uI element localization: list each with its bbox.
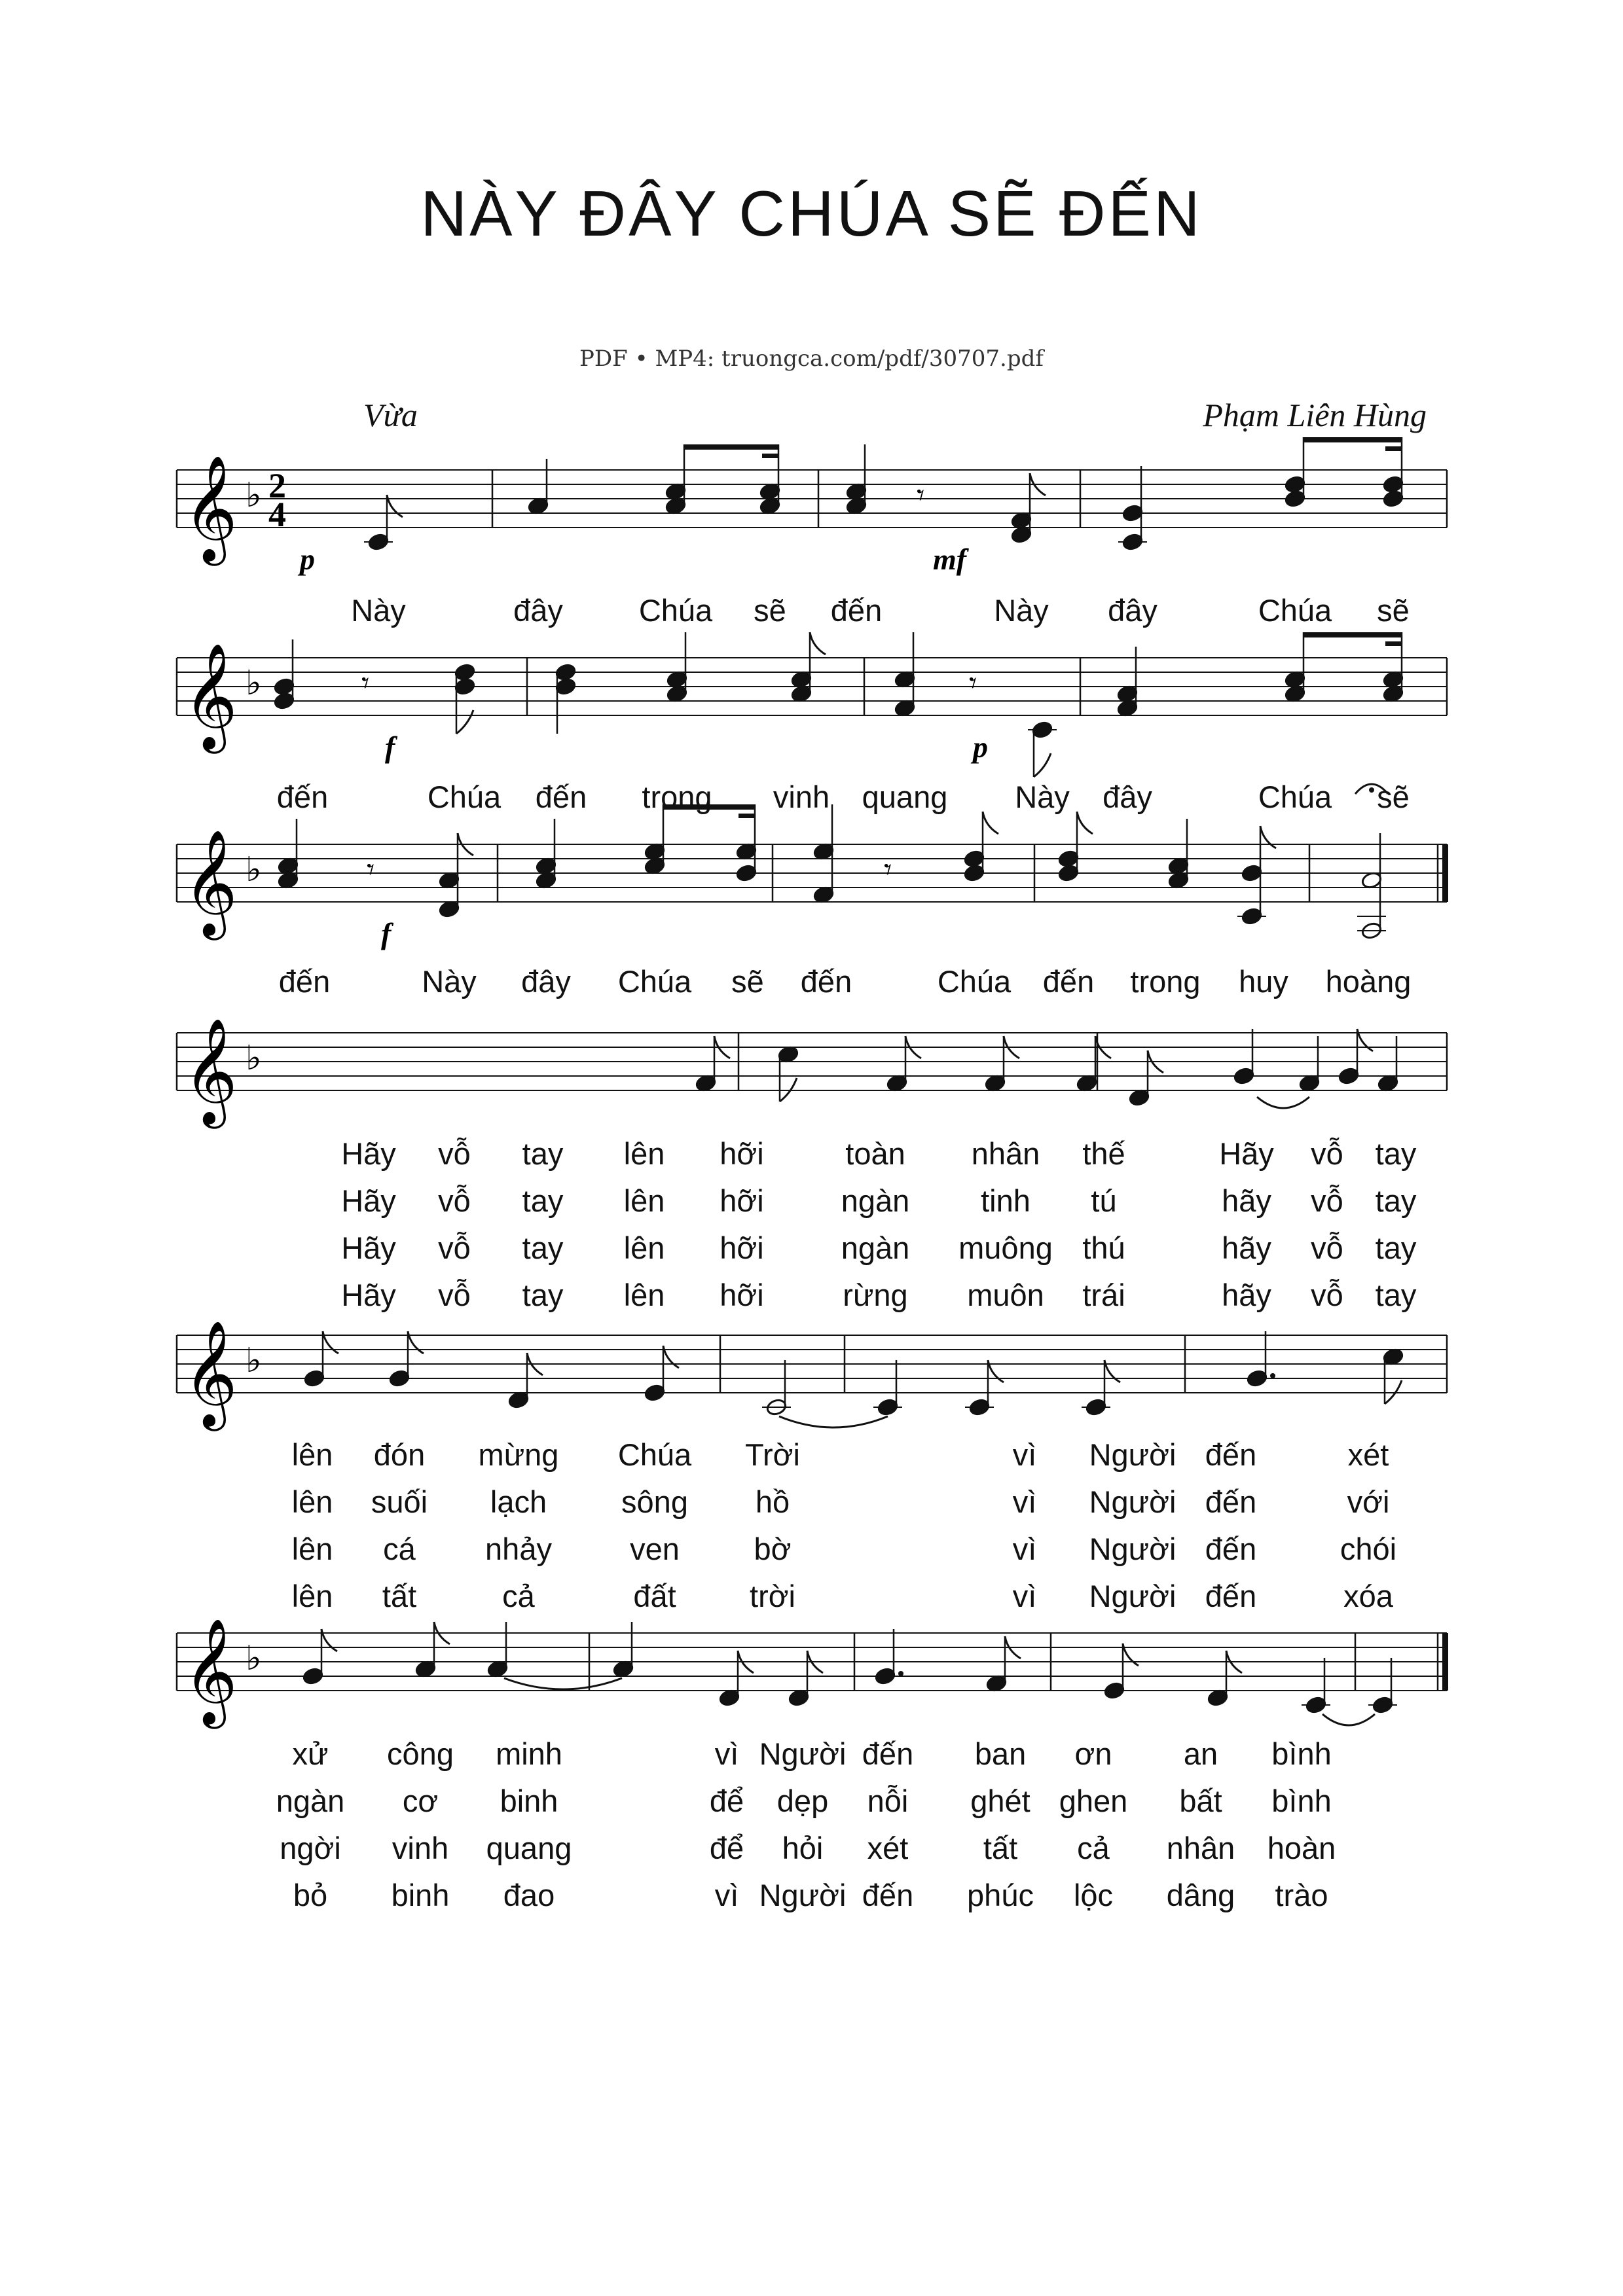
lyric-verse-1: toàn xyxy=(845,1136,905,1171)
lyric-syllable: Chúa xyxy=(427,780,501,814)
beam xyxy=(1304,437,1402,442)
dynamic-f: f xyxy=(381,917,392,950)
lyric-verse-4: vì xyxy=(1012,1579,1037,1613)
final-barline xyxy=(1442,1633,1448,1691)
lyric-verse-1: Người xyxy=(759,1736,847,1771)
lyric-verse-4: đao xyxy=(503,1878,555,1912)
lyric-verse-2: tú xyxy=(1091,1183,1117,1218)
note xyxy=(1246,1331,1275,1388)
note xyxy=(273,639,295,710)
lyric-verse-4: đến xyxy=(1205,1579,1257,1613)
lyric-verse-3: quang xyxy=(486,1831,572,1865)
lyric-verse-1: đến xyxy=(862,1736,914,1771)
note xyxy=(666,632,687,703)
lyric-verse-4: đất xyxy=(633,1579,676,1613)
lyric-syllable: đến xyxy=(535,780,587,814)
tempo-marking: Vừa xyxy=(363,397,418,433)
note xyxy=(1284,632,1305,703)
lyric-verse-4: lên xyxy=(291,1579,333,1613)
lyric-verse-4: vỗ xyxy=(1311,1278,1343,1312)
lyric-verse-2: nỗi xyxy=(867,1784,909,1818)
note xyxy=(303,1331,338,1388)
lyric-verse-2: tay xyxy=(1375,1183,1417,1218)
lyric-verse-1: Chúa xyxy=(617,1437,692,1472)
note xyxy=(414,1622,450,1678)
lyric-syllable: Chúa xyxy=(638,593,713,628)
lyric-verse-1: thế xyxy=(1082,1136,1125,1171)
lyric-verse-1: đón xyxy=(373,1437,426,1472)
lyric-syllable: đây xyxy=(521,964,571,999)
music-staff xyxy=(0,612,1623,782)
note xyxy=(695,1036,730,1092)
lyric-verse-2: vỗ xyxy=(1311,1183,1343,1218)
lyric-verse-2: dẹp xyxy=(776,1784,829,1818)
lyric-verse-4: dâng xyxy=(1166,1878,1235,1912)
lyric-verse-1: Hãy xyxy=(341,1136,396,1171)
note xyxy=(788,1651,823,1707)
note xyxy=(1368,1658,1397,1714)
lyric-syllable: Chúa xyxy=(937,964,1012,999)
music-staff xyxy=(0,1289,1623,1460)
lyric-verse-3: ven xyxy=(630,1532,680,1566)
lyric-verse-2: lên xyxy=(291,1484,333,1519)
lyric-verse-3: muông xyxy=(958,1230,1053,1265)
lyric-syllable: trong xyxy=(642,780,712,814)
note xyxy=(1237,826,1276,925)
lyric-verse-1: ơn xyxy=(1074,1736,1112,1771)
lyric-verse-4: trào xyxy=(1275,1878,1328,1912)
lyric-syllable: Chúa xyxy=(617,964,692,999)
lyric-verse-1: vì xyxy=(714,1736,739,1771)
lyric-verse-1: đến xyxy=(1205,1437,1257,1472)
lyric-verse-3: lên xyxy=(623,1230,665,1265)
lyric-syllable: hoàng xyxy=(1325,964,1412,999)
note xyxy=(1103,1643,1139,1700)
note xyxy=(762,1360,791,1416)
note xyxy=(302,1629,337,1685)
lyric-verse-4: hãy xyxy=(1222,1278,1271,1312)
flat-icon: ♭ xyxy=(246,1341,262,1380)
lyric-verse-1: vỗ xyxy=(1311,1136,1343,1171)
lyric-syllable: đây xyxy=(1108,593,1158,628)
lyric-verse-1: xét xyxy=(1347,1437,1389,1472)
lyric-verse-4: cả xyxy=(502,1579,535,1613)
lyric-verse-3: hỏi xyxy=(782,1831,824,1865)
lyric-verse-1: công xyxy=(387,1736,454,1771)
lyric-verse-2: Hãy xyxy=(341,1183,396,1218)
lyric-verse-3: Hãy xyxy=(341,1230,396,1265)
lyric-syllable: Chúa xyxy=(1258,780,1332,814)
lyric-verse-3: hỡi xyxy=(720,1230,764,1265)
lyric-syllable: Chúa xyxy=(1258,593,1332,628)
lyric-verse-4: xóa xyxy=(1343,1579,1393,1613)
lyric-verse-3: đến xyxy=(1205,1532,1257,1566)
note xyxy=(845,444,867,515)
lyric-verse-2: binh xyxy=(500,1784,558,1818)
lyric-verse-4: Người xyxy=(1089,1579,1176,1613)
lyric-verse-1: mừng xyxy=(478,1437,559,1472)
note xyxy=(454,663,475,734)
lyric-syllable: đây xyxy=(513,593,563,628)
lyric-verse-1: bình xyxy=(1271,1736,1332,1771)
lyric-verse-4: hỡi xyxy=(720,1278,764,1312)
lyric-verse-1: Trời xyxy=(745,1437,800,1472)
note xyxy=(790,632,826,703)
music-staff xyxy=(0,798,1623,969)
note xyxy=(277,819,299,889)
lyric-verse-3: cá xyxy=(383,1532,416,1566)
lyric-verse-2: sông xyxy=(621,1484,688,1519)
note xyxy=(527,459,549,515)
lyric-verse-2: ghen xyxy=(1059,1784,1128,1818)
lyric-verse-4: trời xyxy=(750,1579,795,1613)
lyric-verse-2: tinh xyxy=(981,1183,1030,1218)
note xyxy=(1128,1050,1163,1107)
lyric-verse-4: Hãy xyxy=(341,1278,396,1312)
note xyxy=(894,632,915,717)
lyric-verse-3: tay xyxy=(1375,1230,1417,1265)
lyric-verse-2: với xyxy=(1347,1484,1390,1519)
note xyxy=(1357,833,1386,940)
lyric-syllable: vinh xyxy=(773,780,830,814)
music-staff xyxy=(0,424,1623,594)
lyric-verse-2: Người xyxy=(1089,1484,1176,1519)
lyric-verse-4: phúc xyxy=(967,1878,1034,1912)
lyric-verse-3: vinh xyxy=(392,1831,449,1865)
treble-clef-icon: 𝄞 xyxy=(183,643,238,749)
note xyxy=(1338,1029,1373,1085)
note xyxy=(812,804,834,904)
treble-clef-icon: 𝄞 xyxy=(183,1618,238,1725)
lyric-verse-3: ngời xyxy=(280,1831,341,1865)
beam xyxy=(684,444,779,450)
note xyxy=(965,1360,1004,1416)
flat-icon: ♭ xyxy=(246,1039,262,1078)
lyric-syllable: đến xyxy=(276,780,329,814)
flat-icon: ♭ xyxy=(246,664,262,703)
flat-icon: ♭ xyxy=(246,476,262,515)
lyric-verse-1: lên xyxy=(291,1437,333,1472)
note xyxy=(388,1331,424,1388)
note xyxy=(665,444,686,515)
note xyxy=(1284,437,1305,508)
lyric-syllable: sẽ xyxy=(754,593,786,628)
lyric-verse-4: rừng xyxy=(843,1278,908,1312)
lyric-verse-3: tất xyxy=(983,1831,1018,1865)
lyric-verse-1: ban xyxy=(974,1736,1027,1771)
note xyxy=(364,495,403,551)
lyric-syllable: đây xyxy=(1103,780,1152,814)
lyric-verse-3: chói xyxy=(1340,1532,1397,1566)
time-signature-bottom: 4 xyxy=(268,495,286,534)
note xyxy=(1382,1348,1404,1404)
note xyxy=(1207,1651,1242,1707)
note xyxy=(777,1045,799,1102)
lyric-verse-2: tay xyxy=(522,1183,564,1218)
lyric-verse-4: bỏ xyxy=(293,1878,328,1912)
note xyxy=(1298,1036,1320,1092)
eighth-rest-icon: 𝄾 xyxy=(367,852,375,887)
lyric-verse-2: bình xyxy=(1271,1784,1332,1818)
lyric-syllable: đến xyxy=(800,964,852,999)
lyric-syllable: sẽ xyxy=(1377,780,1410,814)
lyric-verse-1: lên xyxy=(623,1136,665,1171)
lyric-verse-3: nhảy xyxy=(485,1532,552,1566)
lyric-verse-3: vỗ xyxy=(1311,1230,1343,1265)
treble-clef-icon: 𝄞 xyxy=(183,1018,238,1124)
lyric-verse-1: xử xyxy=(292,1736,329,1771)
treble-clef-icon: 𝄞 xyxy=(183,455,238,562)
lyric-syllable: huy xyxy=(1239,964,1288,999)
lyric-verse-3: Người xyxy=(1089,1532,1176,1566)
lyric-verse-3: ngàn xyxy=(841,1230,910,1265)
lyric-verse-2: lạch xyxy=(490,1484,547,1519)
lyric-syllable: đến xyxy=(278,964,331,999)
lyric-verse-3: tay xyxy=(522,1230,564,1265)
tie xyxy=(1322,1714,1375,1725)
dynamic-p: p xyxy=(973,730,988,764)
note xyxy=(1233,1029,1254,1085)
note xyxy=(1076,1036,1111,1092)
lyric-verse-2: cơ xyxy=(402,1784,439,1818)
lyric-verse-2: bất xyxy=(1179,1784,1222,1818)
lyric-verse-3: lên xyxy=(291,1532,333,1566)
dynamic-p: p xyxy=(300,543,315,576)
lyric-verse-2: lên xyxy=(623,1183,665,1218)
note xyxy=(438,833,473,918)
lyric-verse-3: hãy xyxy=(1222,1230,1271,1265)
lyric-verse-2: hỡi xyxy=(720,1183,764,1218)
lyric-syllable: đến xyxy=(1042,964,1095,999)
lyric-syllable: trong xyxy=(1130,964,1201,999)
lyric-verse-4: tay xyxy=(1375,1278,1417,1312)
source-link[interactable]: PDF • MP4: truongca.com/pdf/30707.pdf xyxy=(579,346,1044,372)
lyric-verse-1: tay xyxy=(522,1136,564,1171)
note xyxy=(963,812,998,882)
note xyxy=(644,1346,679,1402)
note xyxy=(1028,721,1057,777)
lyric-verse-3: xét xyxy=(867,1831,909,1865)
note xyxy=(873,1360,902,1416)
note xyxy=(984,1036,1019,1092)
note xyxy=(1057,812,1093,882)
lyric-verse-1: vỗ xyxy=(438,1136,471,1171)
lyric-verse-2: đến xyxy=(1205,1484,1257,1519)
dynamic-mf: mf xyxy=(933,543,967,576)
flat-icon: ♭ xyxy=(246,1639,262,1678)
lyric-verse-4: muôn xyxy=(967,1278,1044,1312)
eighth-rest-icon: 𝄾 xyxy=(917,477,925,512)
lyric-verse-1: hỡi xyxy=(720,1136,764,1171)
lyric-syllable: Này xyxy=(1015,780,1070,814)
note xyxy=(874,1629,903,1685)
eighth-rest-icon: 𝄾 xyxy=(969,665,977,700)
lyric-verse-4: vì xyxy=(714,1878,739,1912)
lyric-verse-2: hãy xyxy=(1222,1183,1271,1218)
lyric-verse-1: Người xyxy=(1089,1437,1176,1472)
note xyxy=(612,1622,634,1678)
treble-clef-icon: 𝄞 xyxy=(183,1320,238,1427)
lyric-verse-4: tay xyxy=(522,1278,564,1312)
tie xyxy=(1257,1097,1309,1108)
lyric-verse-4: lên xyxy=(623,1278,665,1312)
note xyxy=(555,663,576,734)
music-staff xyxy=(0,987,1623,1157)
lyric-verse-4: tất xyxy=(382,1579,417,1613)
lyric-verse-3: bờ xyxy=(754,1532,792,1566)
lyric-verse-2: vì xyxy=(1012,1484,1037,1519)
lyric-verse-3: cả xyxy=(1077,1831,1110,1865)
final-barline xyxy=(1442,844,1448,902)
note xyxy=(718,1651,754,1707)
lyric-syllable: sẽ xyxy=(731,964,764,999)
note xyxy=(486,1622,508,1678)
lyric-verse-3: hoàn xyxy=(1267,1831,1336,1865)
lyric-verse-4: Người xyxy=(759,1878,847,1912)
lyric-syllable: đến xyxy=(830,593,883,628)
song-title: NÀY ĐÂY CHÚA SẼ ĐẾN xyxy=(420,177,1203,249)
note xyxy=(886,1036,921,1092)
time-signature-top: 2 xyxy=(268,466,286,505)
lyric-verse-3: vì xyxy=(1012,1532,1037,1566)
lyric-syllable: quang xyxy=(862,780,948,814)
note xyxy=(1377,1036,1398,1092)
lyric-verse-2: vỗ xyxy=(438,1183,471,1218)
lyric-verse-2: để xyxy=(709,1784,744,1818)
lyric-verse-3: thú xyxy=(1082,1230,1125,1265)
lyric-syllable: Này xyxy=(994,593,1049,628)
lyric-verse-2: suối xyxy=(371,1484,428,1519)
lyric-verse-3: để xyxy=(709,1831,744,1865)
lyric-verse-2: ghét xyxy=(970,1784,1030,1818)
lyric-verse-3: vỗ xyxy=(438,1230,471,1265)
lyric-syllable: sẽ xyxy=(1377,593,1410,628)
note xyxy=(1167,819,1189,889)
lyric-verse-4: vỗ xyxy=(438,1278,471,1312)
note xyxy=(644,804,665,875)
lyric-verse-3: nhân xyxy=(1166,1831,1235,1865)
lyric-verse-1: Hãy xyxy=(1219,1136,1274,1171)
beam xyxy=(1304,632,1402,637)
lyric-verse-4: trái xyxy=(1082,1278,1125,1312)
composer-name: Phạm Liên Hùng xyxy=(1203,397,1427,433)
lyric-verse-4: lộc xyxy=(1073,1878,1114,1912)
note xyxy=(985,1636,1021,1693)
lyric-verse-1: minh xyxy=(496,1736,562,1771)
note xyxy=(1118,466,1147,551)
lyric-verse-1: nhân xyxy=(971,1136,1040,1171)
lyric-verse-2: hồ xyxy=(755,1484,790,1519)
lyric-verse-2: ngàn xyxy=(276,1784,345,1818)
eighth-rest-icon: 𝄾 xyxy=(884,852,892,887)
flat-icon: ♭ xyxy=(246,850,262,889)
lyric-verse-1: tay xyxy=(1375,1136,1417,1171)
lyric-verse-4: binh xyxy=(391,1878,450,1912)
dynamic-f: f xyxy=(385,730,395,764)
treble-clef-icon: 𝄞 xyxy=(183,829,238,936)
note xyxy=(507,1353,543,1409)
lyric-syllable: Này xyxy=(351,593,406,628)
lyric-verse-4: đến xyxy=(862,1878,914,1912)
eighth-rest-icon: 𝄾 xyxy=(361,665,370,700)
tie xyxy=(779,1416,888,1427)
tie xyxy=(504,1678,622,1689)
note xyxy=(1082,1360,1120,1416)
lyric-verse-2: ngàn xyxy=(841,1183,910,1218)
lyric-verse-1: an xyxy=(1183,1736,1218,1771)
lyric-verse-1: vì xyxy=(1012,1437,1037,1472)
note xyxy=(1302,1658,1330,1714)
note xyxy=(535,819,556,889)
lyric-syllable: Này xyxy=(422,964,477,999)
